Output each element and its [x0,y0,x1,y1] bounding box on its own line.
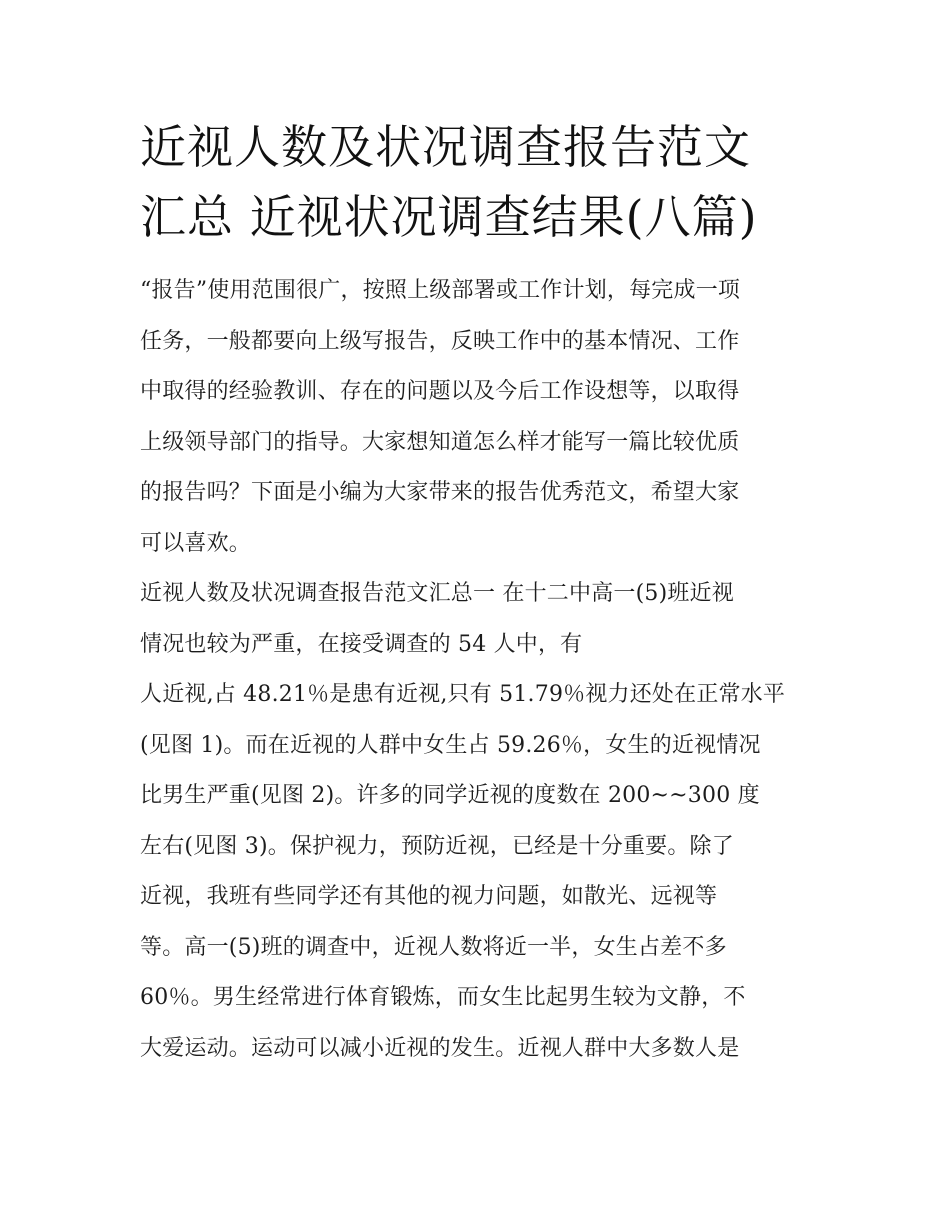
body-line: 近视，我班有些同学还有其他的视力问题，如散光、远视等 [140,884,718,909]
body-line: 比男生严重(见图 2)。许多的同学近视的度数在 200~~300 度 [140,783,760,808]
body-line: 情况也较为严重，在接受调查的 54 人中，有 [140,631,583,657]
body-line: 可以喜欢。 [140,530,252,556]
page-title [140,112,812,252]
body-line: 近视人数及状况调查报告范文汇总一 在十二中高一(5)班近视 [140,581,734,606]
body-line: 等。高一(5)班的调查中，近视人数将近一半，女生占差不多 [140,934,727,960]
body-line: (见图 1)。而在近视的人群中女生占 59.26％，女生的近视情况 [140,732,761,758]
title-line: 汇总 近视状况调查结果(八篇) [140,190,758,244]
body-line: 中取得的经验教训、存在的问题以及今后工作设想等，以取得 [140,379,740,404]
title-line: 近视人数及状况调查报告范文 [140,120,751,174]
body-line: 人近视,占 48.21％是患有近视,只有 51.79％视力还处在正常水平 [140,682,786,707]
document-page [140,112,812,1074]
body-line: 的报告吗？下面是小编为大家带来的报告优秀范文，希望大家 [140,480,740,505]
body-line: “报告”使用范围很广，按照上级部署或工作计划，每完成一项 [140,278,741,303]
body-line: 大爱运动。运动可以减小近视的发生。近视人群中大多数人是 [140,1035,740,1061]
body-line: 60％。男生经常进行体育锻炼，而女生比起男生较为文静，不 [140,985,746,1010]
body-line: 任务，一般都要向上级写报告，反映工作中的基本情况、工作 [140,328,740,354]
body-line: 上级领导部门的指导。大家想知道怎么样才能写一篇比较优质 [140,429,740,455]
body-text [140,266,812,1074]
body-line: 左右(见图 3)。保护视力，预防近视，已经是十分重要。除了 [140,833,734,859]
